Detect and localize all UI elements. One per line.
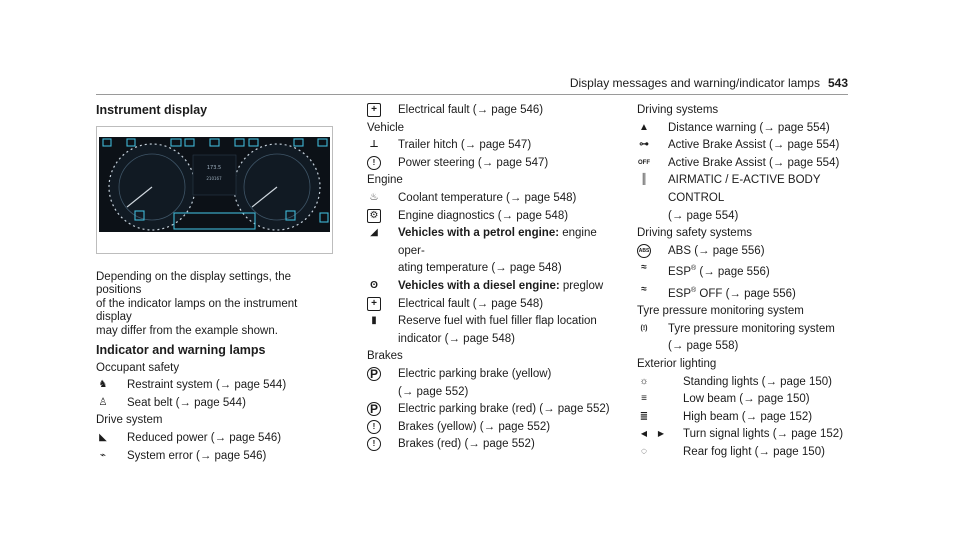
lamp-text-rest: (→ page 552) [398,385,469,398]
battery-icon: + [367,297,381,311]
lamp-text-rest: indicator (→ page 548) [398,332,515,345]
lamp-text [668,172,867,225]
group-title-occupant: Occupant safety [96,361,180,374]
lamp-text: Seat belt (→ page 544) [127,396,246,409]
active-brake-assist-off-icon: OFF [638,159,650,166]
tyre-pressure-icon: (!) [640,324,648,332]
rear-fog-light-icon: ◌ [641,445,647,457]
lamp-text [398,366,551,401]
lamp-text-rest: Electric parking brake (yellow) [398,367,552,380]
lamp-text-rest: Reserve fuel with fuel filler flap location [398,315,597,328]
group-title-driving-safety: Driving safety systems [637,227,753,240]
lamp-text-rest: (→ page 556) [696,266,770,279]
distance-warning-icon: ▲ [639,121,649,133]
lamp-row [367,436,612,454]
lamp-text: System error (→ page 546) [127,449,267,462]
lamp-text-bold: Vehicles with a diesel engine: [398,279,560,292]
lamp-row [637,321,867,356]
lamp-text: Electric parking brake (red) (→ page 552) [398,403,610,416]
parking-brake-icon: P [367,367,381,381]
lamp-text [398,278,603,296]
lamp-text: High beam (→ page 152) [683,410,813,423]
lamp-row [367,401,612,419]
airbag-warning-icon: ♞ [98,379,108,391]
lamp-text-rest: ating temperature (→ page 548) [398,262,562,275]
para-line: of the indicator lamps on the instrument display [96,297,298,324]
lamp-row [367,366,612,401]
lamp-row [367,313,612,348]
turn-left-icon: ◀ [640,429,648,439]
group-title-exterior: Exterior lighting [637,357,717,370]
display-odometer: 210167 [206,175,222,181]
preglow-icon: ʘ [370,279,378,291]
brake-icon: ! [367,437,381,451]
coolant-temperature-icon: ♨ [369,191,379,203]
lamp-text-rest: (→ page 554) [668,209,739,222]
column-1 [96,102,336,465]
lamp-text [668,321,835,356]
lamp-text-rest: (→ page 558) [668,340,739,353]
instrument-display-figure [96,126,333,254]
lamp-text-rest: AIRMATIC / E-ACTIVE BODY CONTROL [668,174,821,204]
right-gauge [234,144,320,230]
left-gauge [109,144,195,230]
lamp-row [367,190,612,208]
lamp-row [367,102,612,120]
turn-right-icon: ▶ [657,429,665,439]
low-beam-icon: ≡ [641,393,647,405]
high-beam-icon: ≣ [639,410,649,422]
abs-icon: ABS [637,244,651,258]
esp-off-icon: ≈ [641,283,647,295]
group-title-tyre: Tyre pressure monitoring system [637,305,804,318]
header-divider [96,94,848,95]
registered-mark: ® [691,265,697,273]
lamp-text-rest: ESP [668,287,692,300]
lamp-text: ABS (→ page 556) [668,244,765,257]
page-number: 543 [827,76,848,90]
lamp-text: Distance warning (→ page 554) [668,121,830,134]
lamp-text: Trailer hitch (→ page 547) [398,139,532,152]
petrol-engine-temp-icon: ◢ [370,227,378,239]
airmatic-icon: ║ [640,174,648,186]
lamp-row [637,409,867,427]
lamp-text: Power steering (→ page 547) [398,156,549,169]
lamp-text [668,260,770,281]
parking-brake-icon: P [367,402,381,416]
lamp-text: Electrical fault (→ page 548) [398,297,544,310]
lamp-row [96,377,336,395]
lamp-row [637,391,867,409]
lamp-text: Active Brake Assist (→ page 554) [668,139,840,152]
lamp-row [367,278,612,296]
instrument-cluster-illustration [97,127,332,253]
lamp-text: Rear fog light (→ page 150) [683,445,825,458]
page-header [570,76,848,90]
lamp-text-rest: OFF (→ page 556) [696,287,796,300]
lamp-row [637,374,867,392]
lamp-text: Standing lights (→ page 150) [683,375,832,388]
lamp-text [398,225,612,278]
lamp-row [96,448,336,466]
lamp-text: Restraint system (→ page 544) [127,379,287,392]
lamp-row [367,419,612,437]
lamp-row [637,137,867,155]
lamp-text: Brakes (red) (→ page 552) [398,438,535,451]
lamp-text: Turn signal lights (→ page 152) [683,428,844,441]
header-title: Display messages and warning/indicator lamps [569,76,820,90]
esp-icon: ≈ [641,262,647,274]
lamp-text: Brakes (yellow) (→ page 552) [398,420,551,433]
reduced-power-icon: ◣ [99,432,107,444]
group-title-driving-systems: Driving systems [637,104,719,116]
lamp-row [637,426,867,444]
active-brake-assist-icon: ⊶ [639,139,649,151]
column-3 [637,102,867,462]
engine-diagnostics-icon: ⚙ [367,209,381,223]
group-title-brakes: Brakes [367,350,403,363]
lamp-text [398,313,597,348]
trailer-hitch-icon: ⊥ [369,139,379,151]
power-steering-icon: ! [367,156,381,170]
section-heading-indicator-lamps: Indicator and warning lamps [96,343,266,358]
column-2 [367,102,612,454]
lamp-row [96,430,336,448]
fuel-reserve-icon: ▮ [371,315,377,327]
seat-belt-icon: ♙ [98,396,108,408]
lamp-text: Low beam (→ page 150) [683,393,810,406]
lamp-text-rest: ESP [668,266,692,279]
lamp-text: Reduced power (→ page 546) [127,432,282,445]
registered-mark: ® [691,286,697,294]
display-readout: 173.5 [206,164,222,171]
lamp-text-bold: Vehicles with a petrol engine: [398,227,560,240]
para-line: may differ from the example shown. [96,324,278,337]
lamp-text-rest: Tyre pressure monitoring system [668,322,835,335]
lamp-row [637,172,867,225]
group-title-engine: Engine [367,174,403,187]
lamp-text: Electrical fault (→ page 546) [398,104,544,116]
intro-paragraph [96,271,336,339]
group-title-drive: Drive system [96,414,163,427]
lamp-row [637,155,867,173]
group-title-vehicle: Vehicle [367,121,405,134]
section-heading-instrument-display: Instrument display [96,103,208,117]
lamp-text-rest: preglow [559,279,604,292]
lamp-row [367,137,612,155]
battery-icon: + [367,103,381,117]
system-error-icon: ⌁ [99,449,107,461]
lamp-text [668,282,796,303]
lamp-row [637,282,867,303]
brake-icon: ! [367,420,381,434]
lamp-row [96,395,336,413]
lamp-row [637,120,867,138]
lamp-row [637,260,867,281]
lamp-row [367,225,612,278]
lamp-row [637,444,867,462]
lamp-text: Active Brake Assist (→ page 554) [668,156,840,169]
para-line: Depending on the display settings, the positions [96,270,291,297]
lamp-row [367,155,612,173]
lamp-text: Coolant temperature (→ page 548) [398,191,577,204]
lamp-row [367,296,612,314]
lamp-text-rest: engine oper- [398,227,597,257]
lamp-row [637,243,867,261]
lamp-row [367,208,612,226]
standing-lights-icon: ☼ [639,375,649,387]
lamp-text: Engine diagnostics (→ page 548) [398,209,569,222]
